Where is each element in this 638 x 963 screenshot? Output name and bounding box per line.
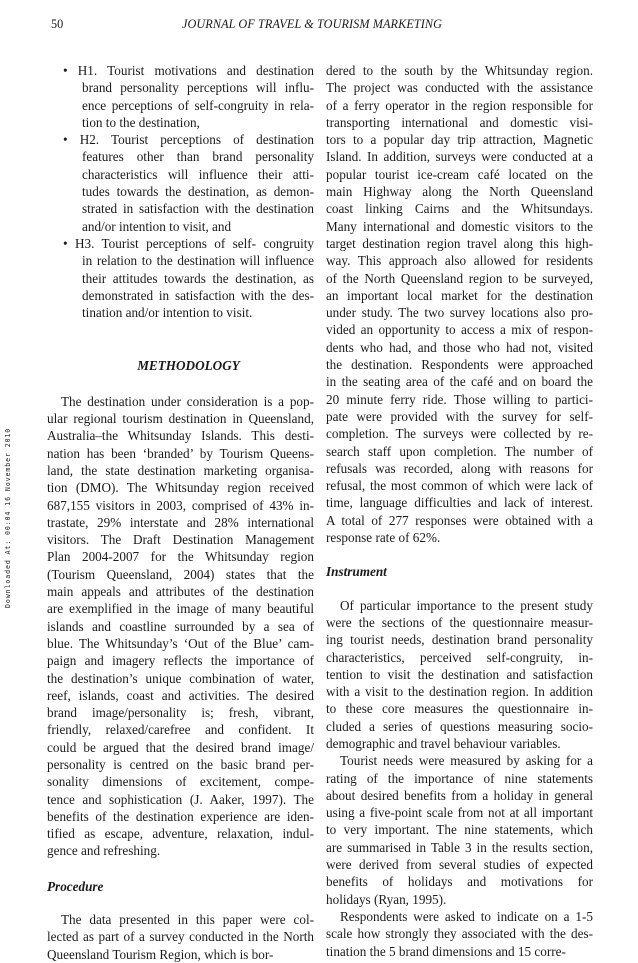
text-line: demonstrated in satisfaction with the des- (82, 287, 314, 303)
text-line: visitors. The Draft Destination Management (47, 532, 314, 548)
text-line: Of particular importance to the present study (340, 597, 593, 613)
text-line: demographic and travel behaviour variables. (326, 735, 561, 751)
text-line: refusals was recorded, along with reasons for (326, 460, 593, 476)
hypothesis-h3 (47, 235, 314, 321)
text-line: Many international and domestic visitors to the (326, 218, 593, 234)
text-line: nation has been ‘branded’ by Tourism Queens- (47, 445, 314, 461)
page-number: 50 (51, 17, 64, 31)
text-line: • H2. Tourist perceptions of destination (63, 132, 314, 148)
text-line: search staff upon completion. The number of (326, 443, 593, 459)
text-line: personality is centred on the basic brand per- (47, 756, 314, 772)
hypothesis-h2 (47, 131, 314, 235)
text-line: paign and imagery reflects the importance of (47, 653, 314, 669)
text-line: could be argued that the desired brand image/ (47, 739, 314, 755)
text-line: • H1. Tourist motivations and destination (63, 63, 314, 78)
text-line: tion (DMO). The Whitsunday region received (47, 480, 314, 496)
text-line: ular regional tourism destination in Queensland, (47, 411, 314, 427)
text-line: The destination under consideration is a pop- (61, 393, 314, 409)
text-line: trastate, 29% interstate and 28% international (47, 514, 314, 530)
text-line: refusal, the most common of which were lack of (326, 478, 593, 494)
text-line: characteristics will influence their atti- (82, 166, 314, 182)
text-line: land, the state destination marketing organisa- (47, 462, 314, 478)
text-line: time, language difficulties and lack of interest. (326, 495, 593, 511)
text-line: response rate of 62%. (326, 530, 441, 546)
text-line: cluded a series of questions measuring socio- (326, 718, 593, 734)
text-line: reef, islands, coast and activities. The desired (47, 687, 314, 703)
text-line: target destination region travel along this high- (326, 235, 593, 251)
text-line: the destination’s unique combination of water, (47, 670, 314, 686)
text-line: • H3. Tourist perceptions of self- congruity (63, 235, 314, 251)
text-line: features other than brand personality (82, 149, 314, 165)
text-line: gence and refreshing. (47, 843, 161, 859)
text-line: main Highway along the North Queensland (326, 184, 593, 200)
instrument-paragraph-2 (326, 752, 593, 908)
text-line: transporting international and domestic visi- (326, 114, 593, 130)
text-line: strated in satisfaction with the destination (82, 201, 314, 217)
text-line: and/or intention to visit, and (82, 218, 232, 234)
instrument-paragraph-1 (326, 597, 593, 753)
text-line: tified as escape, adventure, relaxation, indul- (47, 826, 314, 842)
text-line: benefits of holidays and motivations for (326, 874, 593, 890)
text-line: holidays (Ryan, 1995). (326, 891, 447, 907)
text-line: tence and sophistication (J. Aaker, 1997). The (47, 791, 314, 807)
text-line: islands and coastline surrounded by a sea of (47, 618, 314, 634)
text-line: dered to the south by the Whitsunday region. (326, 63, 593, 78)
text-line: are exemplified in the image of many beautiful (47, 601, 314, 617)
text-line: characteristics, perceived self-congruity, in- (326, 649, 593, 665)
text-line: brand image/personality is; fresh, vibrant, (47, 705, 314, 721)
text-line: in the seating area of the café and on board the (326, 374, 593, 390)
text-line: Respondents were asked to indicate on a 1-5 (340, 908, 593, 924)
text-line: of the North Queensland region to be surveyed, (326, 270, 593, 286)
text-line: tination the 5 brand dimensions and 15 corre- (326, 943, 566, 959)
text-line: sonality dimensions of excitement, compe- (47, 774, 314, 790)
procedure-paragraph-continued (326, 62, 593, 546)
text-line: Island. In addition, surveys were conducted at a (326, 149, 593, 165)
text-line: main appeals and attributes of the destination (47, 584, 314, 600)
text-line: were the sections of the questionnaire measur- (326, 614, 593, 630)
text-line: Queensland Tourism Region, which is bor- (47, 946, 274, 962)
journal-title: JOURNAL OF TRAVEL & TOURISM MARKETING (182, 17, 443, 31)
text-line: lected as part of a survey conducted in the North (47, 929, 314, 945)
text-line: ence perceptions of self-congruity in rela- (82, 97, 314, 113)
download-watermark: Downloaded At: 00:04 16 November 2010 (4, 427, 12, 608)
text-line: ing tourist needs, destination brand personality (326, 632, 593, 648)
text-line: tion to the destination, (82, 114, 200, 130)
text-line: using a five-point scale from not at all important (326, 805, 593, 821)
text-line: friendly, relaxed/carefree and confident. It (47, 722, 314, 738)
text-line: completion. The surveys were collected by re- (326, 426, 593, 442)
section-heading-instrument: Instrument (326, 564, 387, 580)
left-column (47, 62, 314, 963)
text-line: Plan 2004-2007 for the Whitsunday region (47, 549, 314, 565)
text-line: Australia–the Whitsunday Islands. This desti- (47, 428, 314, 444)
methodology-paragraph (47, 393, 314, 860)
text-line: tudes towards the destination, as demon- (82, 184, 314, 200)
text-line: benefits of the destination experience are iden- (47, 808, 314, 824)
text-line: pate were provided with the survey for self- (326, 408, 593, 424)
text-line: with a visit to the destination region. In addition (326, 684, 593, 700)
section-heading-methodology: METHODOLOGY (137, 358, 240, 374)
right-column (326, 62, 593, 960)
text-line: 20 minute ferry ride. Those willing to partici- (326, 391, 593, 407)
section-heading-procedure: Procedure (47, 878, 104, 894)
text-line: scale how strongly they associated with the des- (326, 926, 593, 942)
text-line: an important local market for the destination (326, 287, 593, 303)
text-line: rating of the importance of nine statements (326, 770, 593, 786)
text-line: (Tourism Queensland, 2004) states that the (47, 566, 314, 582)
text-line: brand personality perceptions will influ- (82, 80, 314, 96)
text-line: were derived from several studies of expected (326, 857, 593, 873)
text-line: Tourist needs were measured by asking for a (340, 753, 593, 769)
text-line: A total of 277 responses were obtained with a (326, 512, 593, 528)
text-line: The data presented in this paper were col- (61, 912, 314, 928)
text-line: dents who had, and those who had not, visited (326, 339, 593, 355)
text-line: the destination. Respondents were approached (326, 357, 593, 373)
text-line: under study. The two survey locations also pro- (326, 305, 593, 321)
hypothesis-list (47, 62, 314, 321)
text-line: The project was conducted with the assistance (326, 80, 593, 96)
hypothesis-h1 (47, 62, 314, 131)
text-line: to very important. The nine statements, which (326, 822, 593, 838)
text-line: are summarised in Table 3 in the results section, (326, 839, 593, 855)
text-line: blue. The Whitsunday’s ‘Out of the Blue’ cam- (47, 635, 314, 651)
text-line: vided an opportunity to access a mix of respon- (326, 322, 593, 338)
text-line: way. This approach also allowed for residents (326, 253, 593, 269)
text-line: in relation to the destination will influence (82, 253, 314, 269)
text-line: to these core measures the questionnaire in- (326, 701, 593, 717)
text-line: their attitudes towards the destination, as (82, 270, 314, 286)
text-line: coast linking Cairns and the Whitsundays. (326, 201, 593, 217)
text-line: popular tourist ice-cream café located on the (326, 166, 593, 182)
instrument-paragraph-3 (326, 908, 593, 960)
procedure-paragraph (47, 911, 314, 963)
text-line: 687,155 visitors in 2003, comprised of 43% in- (47, 497, 314, 513)
text-line: of a ferry operator in the region responsible for (326, 97, 593, 113)
text-line: about desired benefits from a holiday in general (326, 787, 593, 803)
page-header (0, 17, 638, 33)
text-line: tors to a popular day trip attraction, Magnetic (326, 132, 593, 148)
text-line: tention to visit the destination and satisfaction (326, 666, 593, 682)
text-line: tination and/or intention to visit. (82, 305, 253, 321)
